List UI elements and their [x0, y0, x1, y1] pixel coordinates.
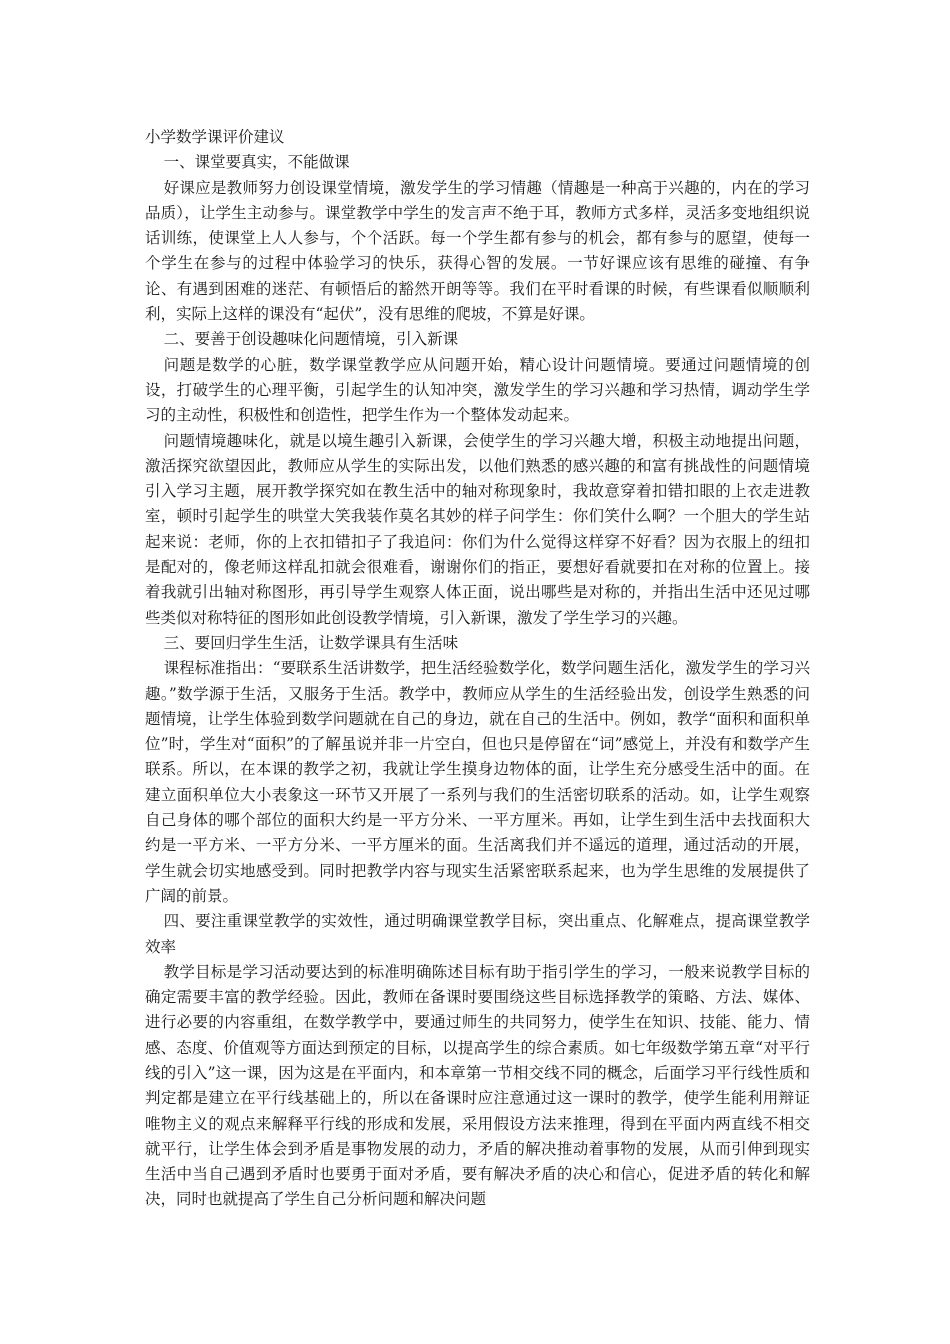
section-heading-4: 四、要注重课堂教学的实效性，通过明确课堂教学目标，突出重点、化解难点，提高课堂教学效率 — [145, 912, 810, 956]
section-heading-3: 三、要回归学生生活，让数学课具有生活味 — [163, 633, 459, 652]
document-body — [145, 125, 810, 1213]
paragraph: 好课应是教师努力创设课堂情境，激发学生的学习情趣（情趣是一种高于兴趣的，内在的学习品质），让学生主动参与。课堂教学中学生的发言声不绝于耳，教师方式多样，灵活多变地组织说话训练，使课堂上人人参与，个个活跃。每一个学生都有参与的机会，都有参与的愿望，使每一个学生在参与的过程中体验学习的快乐，获得心智的发展。一节好课应该有思维的碰撞、有争论、有遇到困难的迷茫、有顿悟后的豁然开朗等等。我们在平时看课的时候，有些课看似顺顺利利，实际上这样的课没有“起伏”，没有思维的爬坡，不算是好课。 — [145, 178, 810, 324]
section-heading-1: 一、课堂要真实，不能做课 — [163, 153, 350, 172]
paragraph: 教学目标是学习活动要达到的标准明确陈述目标有助于指引学生的学习，一般来说教学目标的确定需要丰富的教学经验。因此，教师在备课时要围绕这些目标选择教学的策略、方法、媒体、进行必要的内容重组，在数学教学中，要通过师生的共同努力，使学生在知识、技能、能力、情感、态度、价值观等方面达到预定的目标，以提高学生的综合素质。如七年级数学第五章“对平行线的引入”这一课，因为这是在平面内，和本章第一节相交线不同的概念，后面学习平行线性质和判定都是建立在平行线基础上的，所以在备课时应注意通过这一课时的教学，使学生能利用辩证唯物主义的观点来解释平行线的形成和发展，采用假设方法来推理，得到在平面内两直线不相交就平行，让学生体会到矛盾是事物发展的动力，矛盾的解决推动着事物的发展，从而引伸到现实生活中当自己遇到矛盾时也要勇于面对矛盾，要有解决矛盾的决心和信心，促进矛盾的转化和解决，同时也就提高了学生自己分析问题和解决问题 — [145, 962, 810, 1209]
section-heading-2: 二、要善于创设趣味化问题情境，引入新课 — [163, 330, 459, 349]
document-title: 小学数学课评价建议 — [145, 128, 285, 146]
paragraph: 问题情境趣味化，就是以境生趣引入新课，会使学生的学习兴趣大增，积极主动地提出问题，激活探究欲望因此，教师应从学生的实际出发，以他们熟悉的感兴趣的和富有挑战性的问题情境引入学习主题，展开教学探究如在教生活中的轴对称现象时，我故意穿着扣错扣眼的上衣走进教室，顿时引起学生的哄堂大笑我装作莫名其妙的样子问学生：你们笑什么啊？一个胆大的学生站起来说：老师，你的上衣扣错扣子了我追问：你们为什么觉得这样穿不好看？因为衣服上的纽扣是配对的，像老师这样乱扣就会很难看，谢谢你们的指正，要想好看就要扣在对称的位置上。接着我就引出轴对称图形，再引导学生观察人体正面，说出哪些是对称的，并指出生活中还见过哪些类似对称特征的图形如此创设教学情境，引入新课，激发了学生学习的兴趣。 — [145, 431, 810, 627]
paragraph: 课程标准指出：“要联系生活讲数学，把生活经验数学化，数学问题生活化，激发学生的学习兴趣。”数学源于生活，又服务于生活。教学中，教师应从学生的生活经验出发，创设学生熟悉的问题情境，让学生体验到数学问题就在自己的身边，就在自己的生活中。例如，教学“面积和面积单位”时，学生对“面积”的了解虽说并非一片空白，但也只是停留在“词”感觉上，并没有和数学产生联系。所以，在本课的教学之初，我就让学生摸身边物体的面，让学生充分感受生活中的面。在建立面积单位大小表象这一环节又开展了一系列与我们的生活密切联系的活动。如，让学生观察自己身体的哪个部位的面积大约是一平方分米、一平方厘米。再如，让学生到生活中去找面积大约是一平方米、一平方分米、一平方厘米的面。生活离我们并不遥远的道理，通过活动的开展，学生就会切实地感受到。同时把教学内容与现实生活紧密联系起来，也为学生思维的发展提供了广阔的前景。 — [145, 659, 810, 905]
paragraph: 问题是数学的心脏，数学课堂教学应从问题开始，精心设计问题情境。要通过问题情境的创设，打破学生的心理平衡，引起学生的认知冲突，激发学生的学习兴趣和学习热情，调动学生学习的主动性，积极性和创造性，把学生作为一个整体发动起来。 — [145, 355, 810, 425]
